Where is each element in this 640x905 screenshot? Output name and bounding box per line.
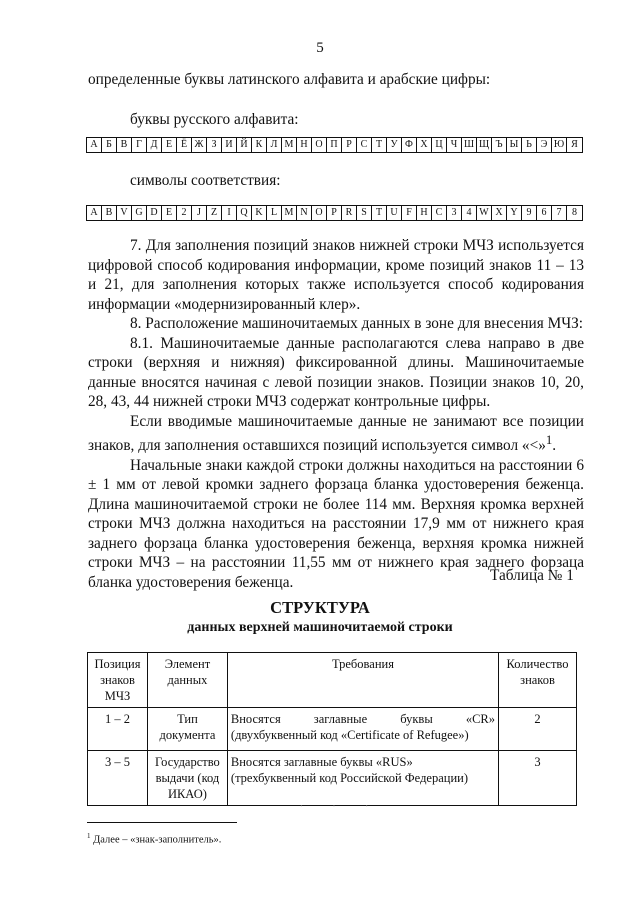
symbol-char-cell: 9 bbox=[522, 206, 537, 220]
russian-letter-cell: Э bbox=[537, 138, 552, 152]
symbol-char-cell: V bbox=[117, 206, 132, 220]
russian-letter-cell: З bbox=[207, 138, 222, 152]
russian-letter-cell: Ю bbox=[552, 138, 567, 152]
row-count: 2 bbox=[499, 708, 577, 751]
symbol-char-cell: Y bbox=[507, 206, 522, 220]
russian-letter-cell: Х bbox=[417, 138, 432, 152]
symbol-char-cell: G bbox=[132, 206, 147, 220]
russian-letter-cell: Г bbox=[132, 138, 147, 152]
russian-letter-cell: Щ bbox=[477, 138, 492, 152]
symbol-char-cell: 2 bbox=[177, 206, 192, 220]
russian-letter-cell: Б bbox=[102, 138, 117, 152]
russian-letter-cell: Ц bbox=[432, 138, 447, 152]
symbol-char-cell: N bbox=[297, 206, 312, 220]
footnote-mark: 1 bbox=[87, 832, 91, 840]
symbol-char-cell: 7 bbox=[552, 206, 567, 220]
requirement-line: Вносятся заглавные буквы «RUS» bbox=[230, 755, 413, 769]
paragraph-8-1: 8.1. Машиночитаемые данные располагаются слева направо в две строки (верхняя и нижняя) фиксированной длины. Машиночитаемые данные вносятся начиная с левой позиции знаков. Позиции знаков 10, 20, 28, 43, 44 нижней строки МЧЗ содержат контрольные цифры. bbox=[88, 334, 584, 410]
russian-letter-cell: И bbox=[222, 138, 237, 152]
russian-letter-cell: О bbox=[312, 138, 327, 152]
russian-letter-cell: Ф bbox=[402, 138, 417, 152]
russian-letter-cell: А bbox=[87, 138, 102, 152]
symbol-char-cell: P bbox=[327, 206, 342, 220]
row-count: 3 bbox=[499, 751, 577, 806]
footnote-text: Далее – «знак-заполнитель». bbox=[93, 834, 222, 846]
row-element: Государство выдачи (код ИКАО) bbox=[147, 751, 227, 806]
symbol-char-cell: E bbox=[162, 206, 177, 220]
russian-letter-cell: Ё bbox=[177, 138, 192, 152]
symbol-char-cell: J bbox=[192, 206, 207, 220]
russian-letter-cell: Ь bbox=[522, 138, 537, 152]
table-label: Таблица № 1 bbox=[490, 567, 574, 584]
symbol-char-cell: F bbox=[402, 206, 417, 220]
structure-table bbox=[87, 652, 577, 806]
row-element: Тип документа bbox=[147, 708, 227, 751]
symbol-char-cell: K bbox=[252, 206, 267, 220]
russian-letter-cell: В bbox=[117, 138, 132, 152]
symbol-char-cell: Z bbox=[207, 206, 222, 220]
symbol-char-cell: M bbox=[282, 206, 297, 220]
paragraph-8: 8. Расположение машиночитаемых данных в зоне для внесения МЧЗ: bbox=[130, 315, 584, 332]
russian-letter-cell: Е bbox=[162, 138, 177, 152]
page-number: 5 bbox=[316, 40, 324, 56]
symbol-char-cell: 8 bbox=[572, 207, 577, 218]
symbol-char-cell: R bbox=[342, 206, 357, 220]
russian-letter-cell: Ш bbox=[462, 138, 477, 152]
symbol-char-cell: C bbox=[432, 206, 447, 220]
symbol-char-cell: 6 bbox=[537, 206, 552, 220]
russian-letter-cell: Ж bbox=[192, 138, 207, 152]
structure-title: СТРУКТУРА bbox=[270, 598, 370, 617]
body-text bbox=[88, 236, 584, 592]
symbol-char-cell: H bbox=[417, 206, 432, 220]
filler-text: Если вводимые машиночитаемые данные не занимают все позиции знаков, для заполнения оставшихся позиций используется символ «<» bbox=[88, 412, 584, 455]
symbol-char-cell: U bbox=[387, 206, 402, 220]
russian-letter-cell: К bbox=[252, 138, 267, 152]
russian-letter-cell: Ч bbox=[447, 138, 462, 152]
russian-letter-cell: Й bbox=[237, 138, 252, 152]
symbol-char-cell: 4 bbox=[462, 206, 477, 220]
russian-letter-cell: У bbox=[387, 138, 402, 152]
intro-line: определенные буквы латинского алфавита и арабские цифры: bbox=[88, 71, 491, 88]
paragraph-7: 7. Для заполнения позиций знаков нижней строки МЧЗ используется цифровой способ кодирования информации, кроме позиций знаков 11 – 13 и 21, для заполнения которых также используется способ кодирования информации «модернизированный клер». bbox=[88, 237, 584, 313]
paragraph-start-chars: Начальные знаки каждой строки должны находиться на расстоянии 6 ± 1 мм от левой кромки заднего форзаца бланка удостоверения беженца. Длина машиночитаемой строки не более 114 мм. Верхняя кромка верхней строки МЧЗ должна находиться на расстоянии 17,9 мм от нижнего края заднего форзаца бланка удостоверения беженца, верхняя кромка нижней строки МЧЗ – на расстоянии 11,55 мм от нижнего края заднего форзаца бланка удостоверения беженца. bbox=[88, 456, 584, 591]
table-row bbox=[88, 708, 577, 751]
header-position: Позиция знаков МЧЗ bbox=[88, 653, 148, 708]
symbol-char-cell: W bbox=[477, 206, 492, 220]
russian-letter-cell: Р bbox=[342, 138, 357, 152]
footnote-rule bbox=[87, 822, 237, 823]
symbol-char-cell: I bbox=[222, 206, 237, 220]
russian-letter-cell: Ъ bbox=[492, 138, 507, 152]
russian-letter-cell: Ы bbox=[507, 138, 522, 152]
symbol-char-cell: A bbox=[87, 206, 102, 220]
structure-subtitle: данных верхней машиночитаемой строки bbox=[187, 620, 453, 635]
symbols-label: символы соответствия: bbox=[130, 172, 281, 189]
symbol-char-cell: L bbox=[267, 206, 282, 220]
table-row bbox=[88, 751, 577, 806]
russian-letter-cell: П bbox=[327, 138, 342, 152]
row-position: 3 – 5 bbox=[88, 751, 148, 806]
symbol-char-cell: Q bbox=[237, 206, 252, 220]
russian-letter-cell: Я bbox=[571, 139, 578, 150]
filler-end: . bbox=[552, 437, 557, 455]
symbol-char-cell: T bbox=[372, 206, 387, 220]
scan-specks: · · · bbox=[300, 802, 382, 811]
russian-letter-cell: Т bbox=[372, 138, 387, 152]
row-position: 1 – 2 bbox=[88, 708, 148, 751]
header-requirements: Требования bbox=[227, 653, 498, 708]
footnote bbox=[87, 832, 221, 846]
russian-alphabet-label: буквы русского алфавита: bbox=[130, 111, 299, 128]
footnote-ref: 1 bbox=[545, 433, 553, 447]
header-count: Количество знаков bbox=[499, 653, 577, 708]
requirement-detail: (двухбуквенный код «Certificate of Refugee») bbox=[230, 728, 469, 742]
symbol-char-cell: B bbox=[102, 206, 117, 220]
symbol-char-cell: 3 bbox=[447, 206, 462, 220]
header-element: Элемент данных bbox=[147, 653, 227, 708]
russian-letter-cell: Н bbox=[297, 138, 312, 152]
russian-letters-strip bbox=[86, 137, 583, 153]
paragraph-filler bbox=[88, 412, 584, 456]
row-requirements bbox=[227, 751, 498, 806]
russian-letter-cell: М bbox=[282, 138, 297, 152]
symbol-char-cell: X bbox=[492, 206, 507, 220]
requirement-detail: (трехбуквенный код Российской Федерации) bbox=[230, 771, 469, 785]
requirement-line: Вносятся заглавные буквы «CR» bbox=[230, 712, 496, 726]
russian-letter-cell: Д bbox=[147, 138, 162, 152]
symbol-chars-strip bbox=[86, 205, 583, 221]
symbol-char-cell: S bbox=[357, 206, 372, 220]
russian-letter-cell: Л bbox=[267, 138, 282, 152]
row-requirements bbox=[227, 708, 498, 751]
symbol-char-cell: D bbox=[147, 206, 162, 220]
russian-letter-cell: С bbox=[357, 138, 372, 152]
table-header-row bbox=[88, 653, 577, 708]
symbol-char-cell: O bbox=[312, 206, 327, 220]
